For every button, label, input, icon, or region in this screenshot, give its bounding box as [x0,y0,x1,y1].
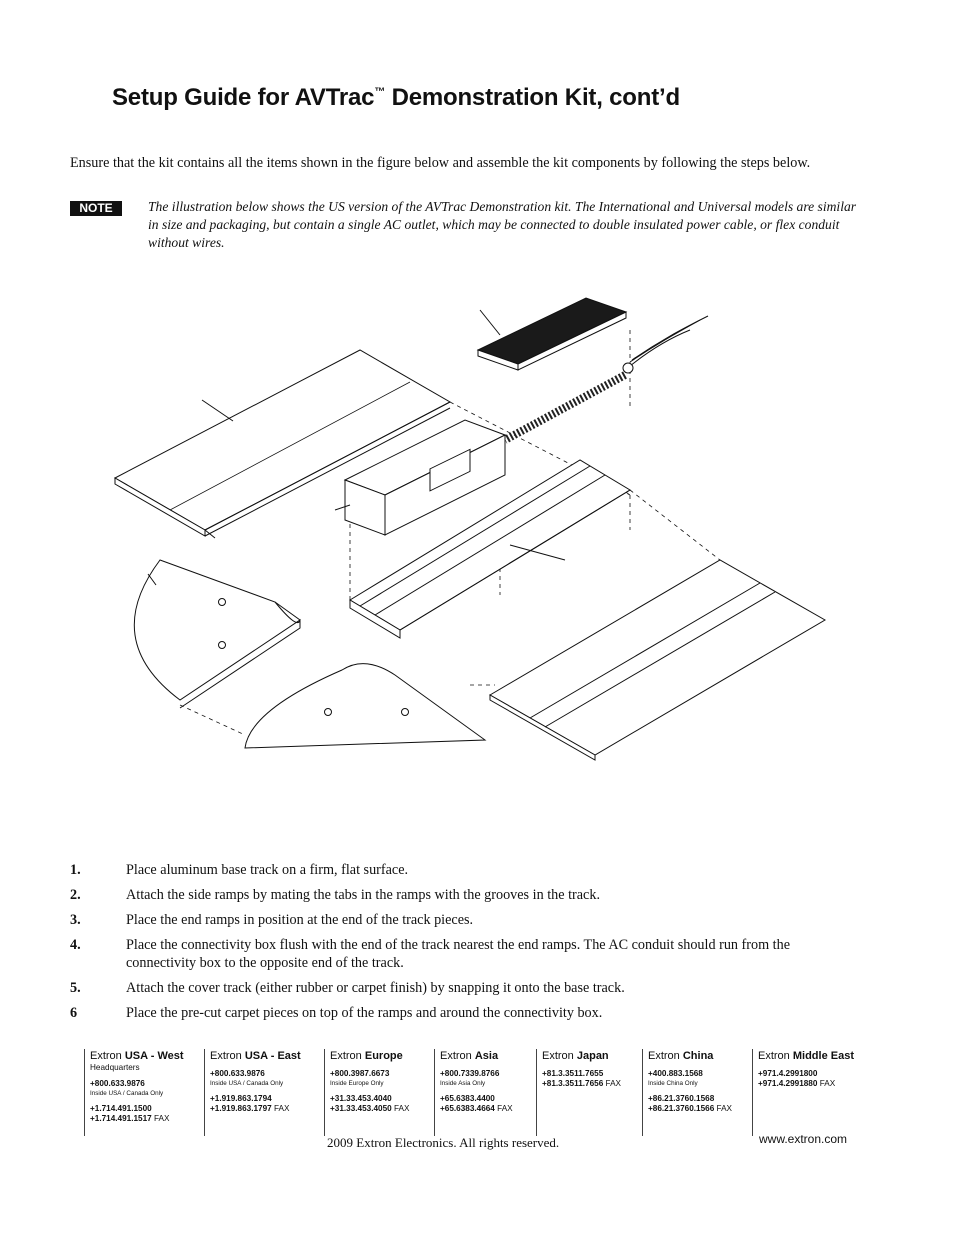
office-heading [440,1049,513,1063]
bottom-end-ramp [245,664,485,748]
step-item [70,911,860,929]
note-text: The illustration below shows the US version of the AVTrac Demonstration kit. The International and Universal models are similar in size and packaging, but contain a single AC outlet, which may be connected to double insulated power cable, or flex conduit without wires. [148,199,857,250]
copyright: 2009 Extron Electronics. All rights reserved. [327,1135,560,1150]
office-usa-west [84,1049,184,1136]
office-asia [434,1049,513,1136]
office-region: USA - West [124,1050,184,1062]
office-prefix: Extron [330,1050,365,1062]
setup-steps [70,861,860,1029]
step-number: 2. [70,887,81,903]
office-middle-east [752,1049,854,1136]
office-note: Inside Europe Only [330,1080,384,1087]
office-china [642,1049,732,1136]
phone-number: +1.919.863.1794 [210,1094,272,1103]
step-text: Place the pre-cut carpet pieces on top of the ramps and around the connectivity box. [126,1005,603,1021]
phone-number: +800.633.9876 [210,1069,265,1078]
office-japan [536,1049,621,1136]
step-number: 5. [70,980,81,996]
note-badge: NOTE [70,201,122,216]
phone-number: +86.21.3760.1568 [648,1094,715,1103]
step-item [70,936,860,972]
step-item [70,979,860,997]
phone-number: +800.633.9876 [90,1079,145,1088]
phone-number: +1.714.491.1517 FAX [90,1114,170,1123]
trademark-symbol: ™ [374,86,386,98]
office-europe [324,1049,409,1136]
office-prefix: Extron [210,1050,245,1062]
step-number: 3. [70,912,81,928]
phone-number: +31.33.453.4040 [330,1094,392,1103]
page-title [112,84,680,112]
phone-number: +81.3.3511.7656 FAX [542,1079,621,1088]
office-note: Inside Asia Only [440,1080,486,1087]
step-text: Place the connectivity box flush with the end of the track nearest the end ramps. The AC conduit should run from the connectivity box to the opposite end of the track. [126,937,791,971]
office-note: Inside USA / Canada Only [90,1090,164,1097]
office-heading [330,1049,409,1063]
office-region: USA - East [244,1050,301,1062]
step-item [70,1004,860,1022]
phone-number: +971.4.2991800 [758,1069,818,1078]
title-rest: Demonstration Kit, cont’d [385,84,680,111]
office-prefix: Extron [758,1050,793,1062]
office-prefix: Extron [542,1050,577,1062]
left-end-ramp [134,560,300,708]
step-text: Place the end ramps in position at the end of the track pieces. [126,912,474,928]
office-heading [758,1049,854,1063]
office-usa-east [204,1049,301,1136]
office-note: Inside USA / Canada Only [210,1080,284,1087]
cover-track [478,298,626,370]
right-side-ramp [490,560,825,760]
phone-number: +971.4.2991880 FAX [758,1079,836,1088]
step-number: 6 [70,1005,78,1021]
step-item [70,886,860,904]
step-text: Place aluminum base track on a firm, flat surface. [126,862,409,878]
office-subtitle: Headquarters [90,1063,140,1072]
office-note: Inside China Only [648,1080,698,1087]
website-link[interactable]: www.extron.com [759,1132,848,1146]
step-text: Attach the cover track (either rubber or carpet finish) by snapping it onto the base track. [126,980,625,996]
title-main: Setup Guide for AVTrac [112,84,375,111]
phone-number: +1.714.491.1500 [90,1104,152,1113]
office-heading [210,1049,301,1063]
office-contacts [84,1049,884,1139]
step-text: Attach the side ramps by mating the tabs in the ramps with the grooves in the track. [126,887,600,903]
office-prefix: Extron [440,1050,475,1062]
kit-exploded-illustration [110,290,850,770]
office-prefix: Extron [648,1050,683,1062]
office-region: Europe [364,1050,403,1062]
phone-number: +65.6383.4400 [440,1094,495,1103]
step-item [70,861,860,879]
phone-number: +86.21.3760.1566 FAX [648,1104,732,1113]
office-heading [648,1049,732,1063]
step-number: 4. [70,937,81,953]
step-number: 1. [70,862,81,878]
phone-number: +31.33.453.4050 FAX [330,1104,410,1113]
office-region: Japan [576,1050,609,1062]
office-heading [90,1049,184,1063]
phone-number: +400.883.1568 [648,1069,703,1078]
phone-number: +65.6383.4664 FAX [440,1104,513,1113]
office-region: Middle East [792,1050,854,1062]
office-prefix: Extron [90,1050,125,1062]
phone-number: +81.3.3511.7655 [542,1069,604,1078]
phone-number: +800.7339.8766 [440,1069,500,1078]
office-region: Asia [474,1050,499,1062]
office-heading [542,1049,621,1063]
phone-number: +800.3987.6673 [330,1069,390,1078]
phone-number: +1.919.863.1797 FAX [210,1104,290,1113]
office-region: China [682,1050,714,1062]
intro-paragraph: Ensure that the kit contains all the items shown in the figure below and assemble the kit components by following the steps below. [70,155,811,171]
